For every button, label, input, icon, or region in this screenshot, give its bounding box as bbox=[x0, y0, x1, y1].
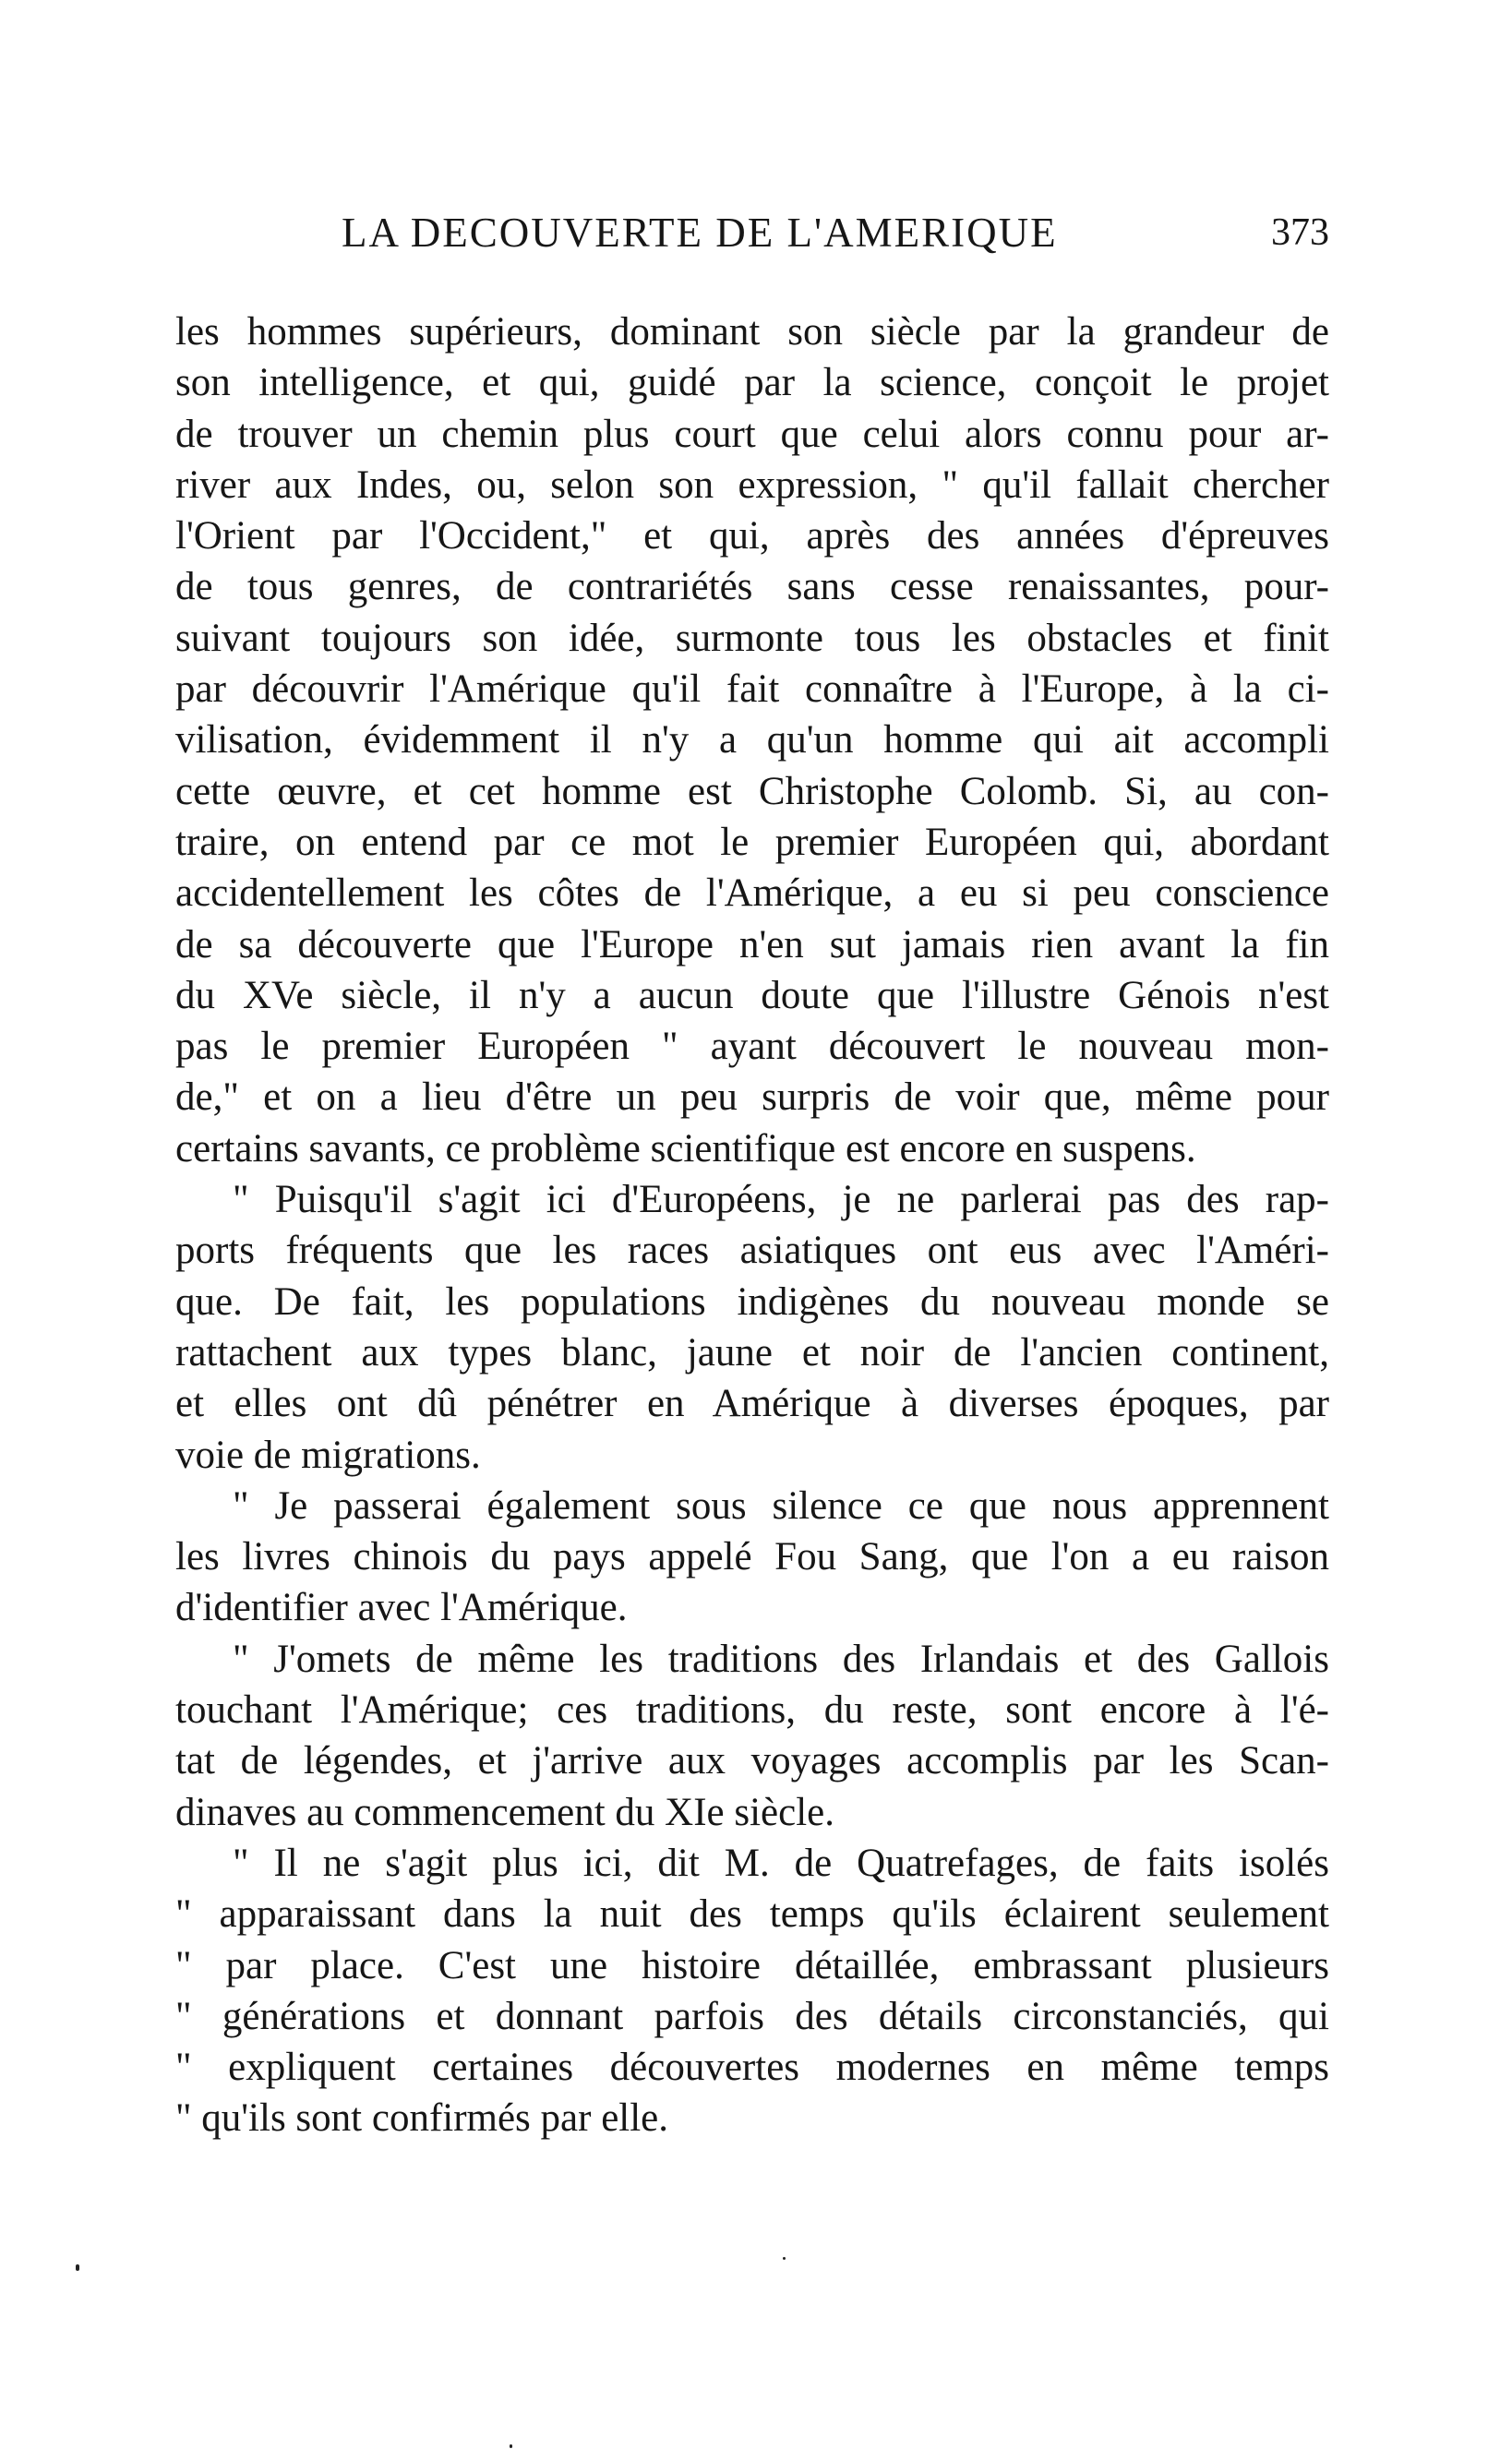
text-line: certains savants, ce problème scientifique est encore en suspens. bbox=[175, 1126, 1196, 1170]
print-speck bbox=[783, 2257, 786, 2260]
text-line: du XVe siècle, il n'y a aucun doute que l'illustre Génois n'est bbox=[175, 973, 1329, 1017]
text-line: et elles ont dû pénétrer en Amérique à diverses époques, par bbox=[175, 1382, 1329, 1426]
text-line: d'identifier avec l'Amérique. bbox=[175, 1586, 628, 1630]
text-line: dinaves au commencement du XIe siècle. bbox=[175, 1790, 834, 1834]
text-line: suivant toujours son idée, surmonte tous les obstacles et finit bbox=[175, 616, 1329, 660]
text-line: cette œuvre, et cet homme est Christophe Colomb. Si, au con- bbox=[175, 769, 1329, 813]
text-line: touchant l'Amérique; ces traditions, du reste, sont encore à l'é- bbox=[175, 1688, 1329, 1733]
text-line: de tous genres, de contrariétés sans cesse renaissantes, pour- bbox=[175, 565, 1329, 609]
page-number: 373 bbox=[1271, 211, 1329, 254]
text-line: " J'omets de même les traditions des Irlandais et des Gallois bbox=[233, 1637, 1329, 1681]
text-line: " qu'ils sont confirmés par elle. bbox=[175, 2096, 669, 2141]
text-line: ports fréquents que les races asiatiques ont eus avec l'Améri- bbox=[175, 1229, 1329, 1273]
text-line: " Il ne s'agit plus ici, dit M. de Quatrefages, de faits isolés bbox=[233, 1841, 1329, 1885]
text-line: son intelligence, et qui, guidé par la science, conçoit le projet bbox=[175, 361, 1329, 405]
text-line: de," et on a lieu d'être un peu surpris de voir que, même pour bbox=[175, 1075, 1329, 1120]
text-line: vilisation, évidemment il n'y a qu'un homme qui ait accompli bbox=[175, 718, 1329, 762]
text-line: l'Orient par l'Occident," et qui, après des années d'épreuves bbox=[175, 514, 1329, 558]
page-header bbox=[175, 205, 1329, 260]
print-speck bbox=[510, 2444, 512, 2448]
text-line: tat de légendes, et j'arrive aux voyages accomplis par les Scan- bbox=[175, 1739, 1329, 1783]
print-speck bbox=[76, 2264, 79, 2271]
text-line: " expliquent certaines découvertes modernes en même temps bbox=[175, 2046, 1329, 2090]
text-line: pas le premier Européen " ayant découvert le nouveau mon- bbox=[175, 1025, 1329, 1069]
text-line: " Je passerai également sous silence ce que nous apprennent bbox=[233, 1483, 1329, 1528]
running-title: LA DECOUVERTE DE L'AMERIQUE bbox=[342, 210, 1058, 256]
text-line: " par place. C'est une histoire détaillée, embrassant plusieurs bbox=[175, 1943, 1329, 1987]
text-line: de trouver un chemin plus court que celui alors connu pour ar- bbox=[175, 412, 1329, 456]
body-text bbox=[175, 306, 1329, 2144]
text-line: " apparaissant dans la nuit des temps qu'ils éclairent seulement bbox=[175, 1892, 1329, 1937]
text-line: par découvrir l'Amérique qu'il fait connaître à l'Europe, à la ci- bbox=[175, 667, 1329, 712]
text-line: que. De fait, les populations indigènes du nouveau monde se bbox=[175, 1279, 1329, 1324]
text-line: de sa découverte que l'Europe n'en sut jamais rien avant la fin bbox=[175, 922, 1329, 966]
text-line: " générations et donnant parfois des détails circonstanciés, qui bbox=[175, 1994, 1329, 2038]
text-line: les livres chinois du pays appelé Fou Sang, que l'on a eu raison bbox=[175, 1535, 1329, 1579]
text-line: rattachent aux types blanc, jaune et noir de l'ancien continent, bbox=[175, 1330, 1329, 1375]
text-line: voie de migrations. bbox=[175, 1433, 481, 1477]
text-line: " Puisqu'il s'agit ici d'Européens, je ne parlerai pas des rap- bbox=[233, 1178, 1329, 1222]
text-line: traire, on entend par ce mot le premier Européen qui, abordant bbox=[175, 820, 1329, 864]
text-line: river aux Indes, ou, selon son expression, " qu'il fallait chercher bbox=[175, 462, 1329, 507]
text-line: les hommes supérieurs, dominant son siècle par la grandeur de bbox=[175, 310, 1329, 354]
text-line: accidentellement les côtes de l'Amérique, a eu si peu conscience bbox=[175, 871, 1329, 916]
